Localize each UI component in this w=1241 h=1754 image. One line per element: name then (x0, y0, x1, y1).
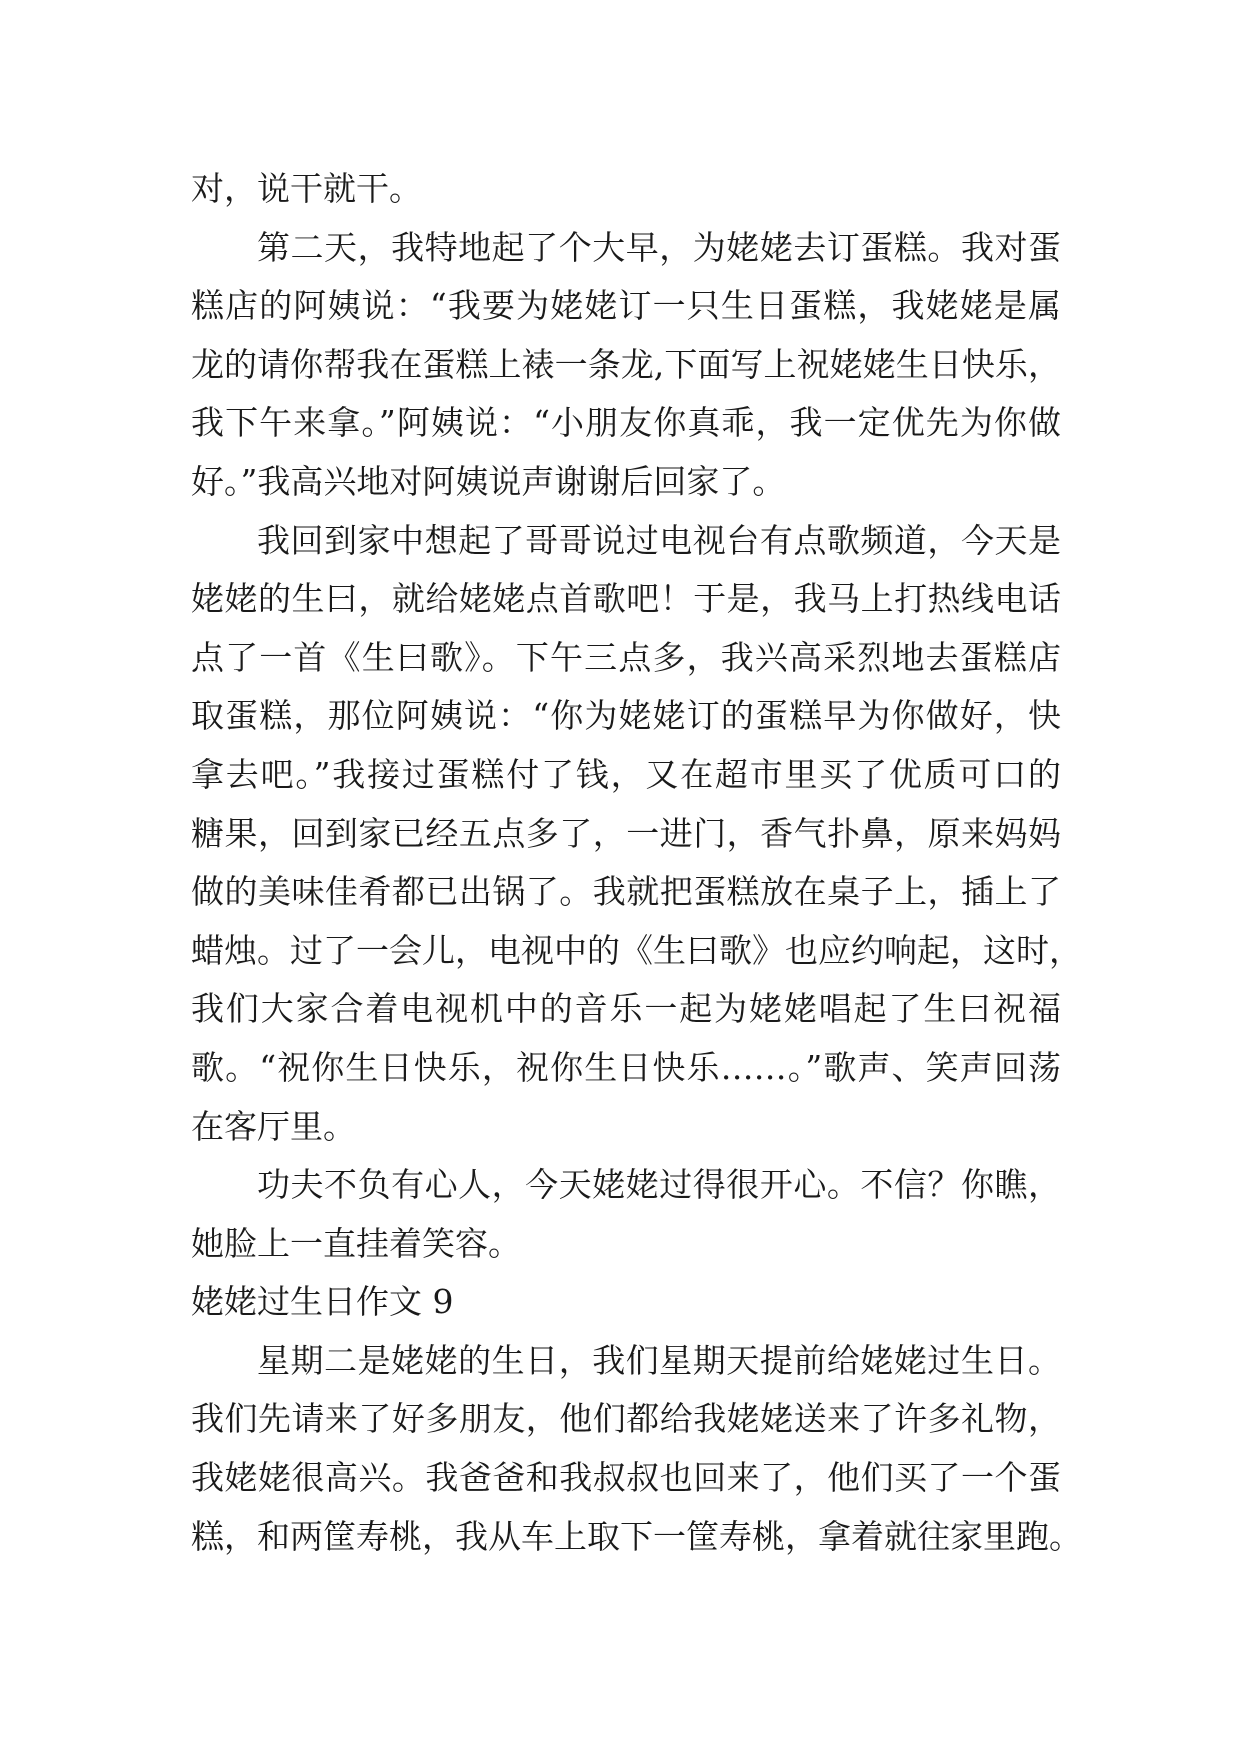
paragraph-line: 糕，和两筐寿桃，我从车上取下一筐寿桃，拿着就往家里跑。 (191, 1516, 1082, 1556)
paragraph-line: 我姥姥很高兴。我爸爸和我叔叔也回来了，他们买了一个蛋 (191, 1458, 1061, 1498)
paragraph-line: 糕店的阿姨说：“我要为姥姥订一只生日蛋糕，我姥姥是属 (191, 286, 1061, 326)
paragraph-line: 龙的请你帮我在蛋糕上裱一条龙,下面写上祝姥姥生日快乐， (191, 344, 1061, 384)
paragraph-line: 做的美味佳肴都已出锅了。我就把蛋糕放在桌子上，插上了 (191, 872, 1061, 912)
paragraph-line: 蜡烛。过了一会儿，电视中的《生曰歌》也应约响起，这时， (191, 930, 1082, 970)
paragraph-line: 拿去吧。”我接过蛋糕付了钱，又在超市里买了优质可口的 (191, 754, 1061, 794)
paragraph-line: 我们大家合着电视机中的音乐一起为姥姥唱起了生曰祝福 (191, 989, 1061, 1029)
paragraph-line: 我下午来拿。”阿姨说：“小朋友你真乖，我一定优先为你做 (191, 403, 1061, 443)
paragraph-line: 功夫不负有心人，今天姥姥过得很开心。不信？你瞧， (257, 1165, 1061, 1205)
paragraph-line: 我们先请来了好多朋友，他们都给我姥姥送来了许多礼物， (191, 1399, 1061, 1439)
section-heading: 姥姥过生日作文 9 (191, 1282, 454, 1322)
paragraph-line: 星期二是姥姥的生日，我们星期天提前给姥姥过生日。 (257, 1340, 1061, 1380)
paragraph-line: 姥姥的生曰，就给姥姥点首歌吧！于是，我马上打热线电话 (191, 579, 1061, 619)
paragraph-line: 歌。“祝你生日快乐，祝你生日快乐……。”歌声、笑声回荡 (191, 1047, 1061, 1087)
paragraph-line: 在客厅里。 (191, 1106, 356, 1146)
paragraph-line: 糖果，回到家已经五点多了，一进门，香气扑鼻，原来妈妈 (191, 813, 1061, 853)
paragraph-line: 她脸上一直挂着笑容。 (191, 1223, 521, 1263)
paragraph-line: 取蛋糕，那位阿姨说：“你为姥姥订的蛋糕早为你做好，快 (191, 696, 1061, 736)
paragraph-line: 我回到家中想起了哥哥说过电视台有点歌频道，今天是 (257, 520, 1061, 560)
paragraph-line: 好。”我高兴地对阿姨说声谢谢后回家了。 (191, 461, 786, 501)
paragraph-line: 点了一首《生曰歌》。下午三点多，我兴高采烈地去蛋糕店 (191, 637, 1061, 677)
document-body (191, 160, 1082, 1566)
paragraph-line: 第二天，我特地起了个大早，为姥姥去订蛋糕。我对蛋 (257, 227, 1061, 267)
paragraph-line: 对，说干就干。 (191, 169, 422, 208)
